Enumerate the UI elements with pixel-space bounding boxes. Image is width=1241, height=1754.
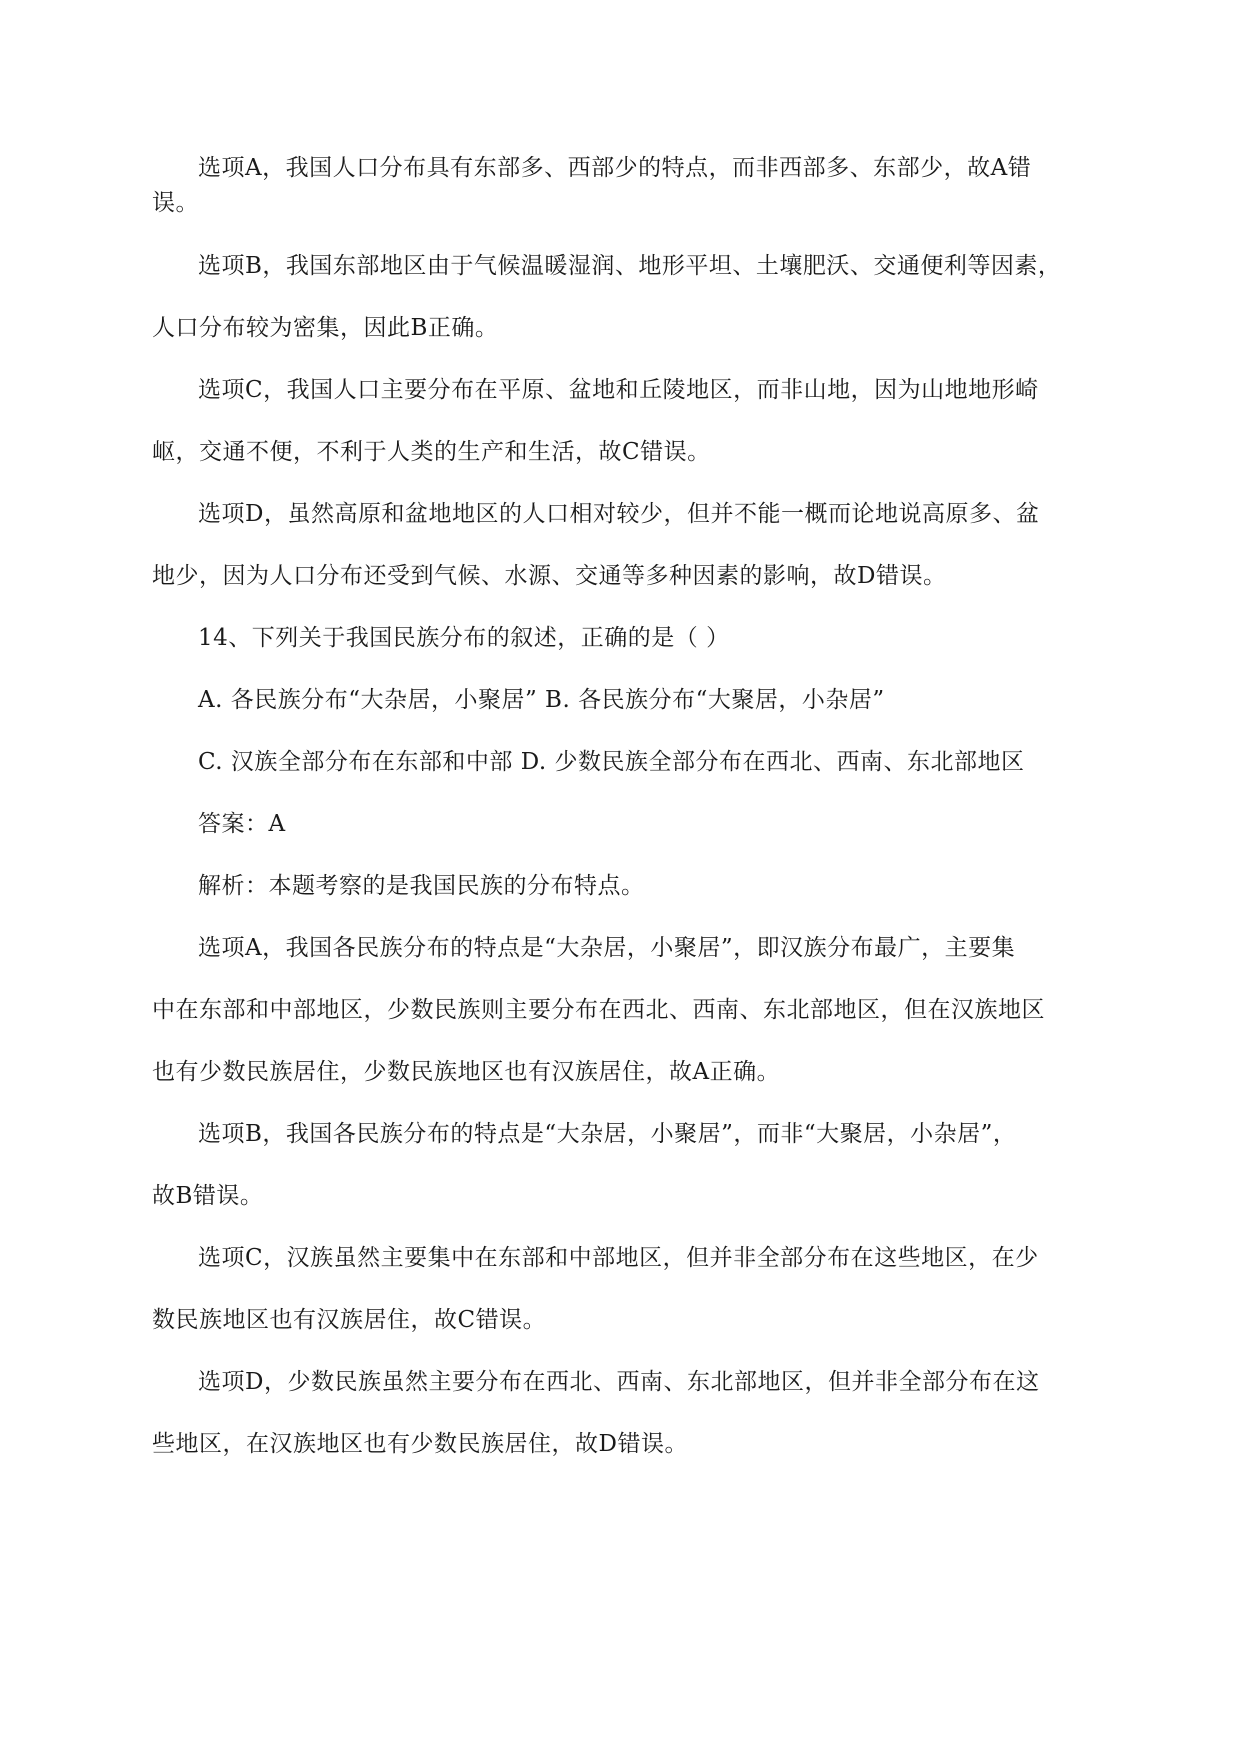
option-c-population-line-2: 岖，交通不便，不利于人类的生产和生活，故C错误。 bbox=[152, 439, 711, 465]
question-14-stem: 14、下列关于我国民族分布的叙述，正确的是（ ） bbox=[198, 625, 730, 651]
option-a-population-line-1: 选项A，我国人口分布具有东部多、西部少的特点，而非西部多、东部少，故A错 bbox=[198, 155, 1032, 181]
option-a-population-line-2: 误。 bbox=[152, 190, 199, 216]
question-14-analysis: 解析：本题考察的是我国民族的分布特点。 bbox=[198, 873, 645, 899]
option-c-ethnic-line-2: 数民族地区也有汉族居住，故C错误。 bbox=[152, 1307, 547, 1333]
option-b-ethnic-line-2: 故B错误。 bbox=[152, 1183, 264, 1209]
option-d-ethnic-line-1: 选项D，少数民族虽然主要分布在西北、西南、东北部地区，但并非全部分布在这 bbox=[198, 1369, 1040, 1395]
option-c-population-line-1: 选项C，我国人口主要分布在平原、盆地和丘陵地区，而非山地，因为山地地形崎 bbox=[198, 377, 1039, 403]
option-d-population-line-2: 地少，因为人口分布还受到气候、水源、交通等多种因素的影响，故D错误。 bbox=[152, 563, 947, 589]
question-14-options-cd: C. 汉族全部分布在东部和中部 D. 少数民族全部分布在西北、西南、东北部地区 bbox=[198, 749, 1025, 775]
option-b-population-line-2: 人口分布较为密集，因此B正确。 bbox=[152, 315, 499, 341]
option-d-ethnic-line-2: 些地区，在汉族地区也有少数民族居住，故D错误。 bbox=[152, 1431, 688, 1457]
option-a-ethnic-line-3: 也有少数民族居住，少数民族地区也有汉族居住，故A正确。 bbox=[152, 1059, 781, 1085]
option-b-population-line-1: 选项B，我国东部地区由于气候温暖湿润、地形平坦、土壤肥沃、交通便利等因素， bbox=[198, 253, 1062, 279]
option-b-ethnic-line-1: 选项B，我国各民族分布的特点是“大杂居，小聚居”，而非“大聚居，小杂居”， bbox=[198, 1121, 1017, 1147]
question-14-answer: 答案：A bbox=[198, 811, 286, 837]
option-c-ethnic-line-1: 选项C，汉族虽然主要集中在东部和中部地区，但并非全部分布在这些地区，在少 bbox=[198, 1245, 1039, 1271]
option-d-population-line-1: 选项D，虽然高原和盆地地区的人口相对较少，但并不能一概而论地说高原多、盆 bbox=[198, 501, 1040, 527]
option-a-ethnic-line-2: 中在东部和中部地区，少数民族则主要分布在西北、西南、东北部地区，但在汉族地区 bbox=[152, 997, 1045, 1023]
option-a-ethnic-line-1: 选项A，我国各民族分布的特点是“大杂居，小聚居”，即汉族分布最广，主要集 bbox=[198, 935, 1016, 961]
question-14-options-ab: A. 各民族分布“大杂居，小聚居” B. 各民族分布“大聚居，小杂居” bbox=[198, 687, 885, 713]
